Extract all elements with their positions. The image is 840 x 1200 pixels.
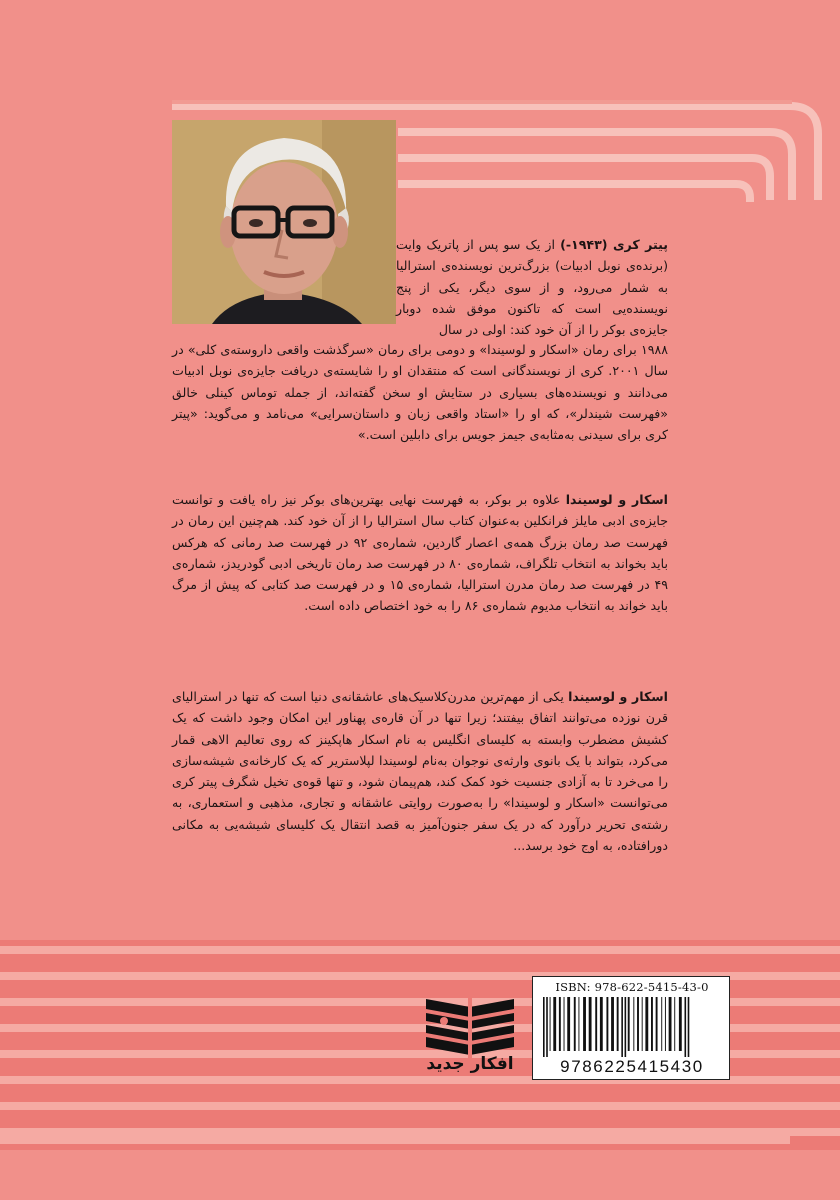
- bio-lead-text: [396, 234, 668, 340]
- barcode-bar: [688, 997, 690, 1057]
- barcode-bar: [651, 997, 653, 1051]
- awards-paragraph: [172, 489, 668, 617]
- barcode-bar: [553, 997, 556, 1051]
- barcode-bar: [679, 997, 682, 1051]
- author-photo: [172, 120, 396, 324]
- synopsis-text: یکی از مهم‌ترین مدرن‌کلاسیک‌های عاشقانه‌ی دنیا است که تنها در استرالیای قرن نوزده می‌توانند اتفاق بیفتند؛ زیرا تنها در آن قاره‌ی پهناور این امکان وجود داشت که یک کشیش مضطرب وابسته به کلیسای انگلیس به نام اسکار هاپکینز که روی تعالیم الاهی قمار می‌کرد، بتواند با یک بانوی وارثه‌ی نوجوان به‌نام لوسیندا لپلاستریر که یک کارخانه‌ی شیشه‌سازی را می‌خرد تا به آزادی جنسیت خود کمک کند، هم‌پیمان شود، و تنها قوه‌ی تخیل شگرف پیتر کری می‌توانست «اسکار و لوسیندا» را به‌صورت روایتی عاشقانه و تجاری، مذهبی و استعماری، به رشته‌ی تحریر درآورد که در یک سفر جنون‌آمیز به قصد انتقال یک کلیسای شیشه‌یی به مکانی دورافتاده، به اوج خود برسد...: [172, 689, 668, 854]
- synopsis-paragraph: [172, 686, 668, 856]
- barcode-bar: [611, 997, 614, 1051]
- barcode-bars: [543, 997, 721, 1057]
- publisher-name: افکار جدید: [426, 1054, 514, 1074]
- barcode-bar: [546, 997, 548, 1057]
- barcode-bar: [669, 997, 672, 1051]
- barcode-bar: [550, 997, 551, 1051]
- author-portrait-icon: [172, 120, 396, 324]
- bio-lead-sentence: از یک سو پس از پاتریک وایت (برنده‌ی نوبل ادبیات) بزرگ‌ترین نویسنده‌ی استرالیا به شمار می‌رود، و از سوی دیگر، یکی از پنج نویسنده‌یی است که تاکنون موفق شده دوبار جایزه‌ی بوکر را از آن خود کند: اولی در سال: [396, 237, 668, 338]
- barcode-bar: [661, 997, 662, 1051]
- barcode-bar: [645, 997, 648, 1051]
- barcode-bar: [578, 997, 579, 1051]
- isbn-label: ISBN: 978-622-5415-43-0: [555, 980, 709, 994]
- barcode-bar: [621, 997, 623, 1057]
- barcode-bar: [633, 997, 634, 1051]
- barcode-bar: [642, 997, 643, 1051]
- barcode-bar: [564, 997, 565, 1051]
- barcode-bar: [665, 997, 666, 1051]
- barcode-bar: [625, 997, 627, 1057]
- barcode-bar: [637, 997, 639, 1051]
- barcode-bar: [574, 997, 576, 1051]
- barcode-bar: [567, 997, 570, 1051]
- barcode-bar: [600, 997, 603, 1051]
- barcode-bar: [617, 997, 619, 1051]
- barcode-bar: [589, 997, 592, 1051]
- barcode-bar: [685, 997, 687, 1057]
- synopsis-book-title: اسکار و لوسیندا: [568, 689, 668, 704]
- bio-rest-text: ۱۹۸۸ برای رمان «اسکار و لوسیندا» و دومی برای رمان «سرگذشت واقعی داروسته‌ی کلی» در سال ۲۰۰۱. کری از نویسندگانی است که منتقدان او را شایسته‌ی دریافت جایزه‌ی نوبل ادبیات می‌دانند و نویسنده‌های بسیاری در ستایش او سخن گفته‌اند، از جمله توماس کینلی خالق «فهرست شیندلر»، که او را «استاد واقعی زبان و داستان‌سرایی» می‌نامد و می‌گوید: «پیتر کری برای سیدنی به‌مثابه‌ی جیمز جویس برای دابلین است.»: [172, 342, 668, 443]
- barcode-bar: [543, 997, 545, 1057]
- barcode-bar: [583, 997, 586, 1051]
- barcode-bar: [559, 997, 561, 1051]
- ean-digits: 9786225415430: [560, 1057, 704, 1076]
- barcode-bar: [595, 997, 597, 1051]
- barcode-bar: [674, 997, 675, 1051]
- author-name: پیتر کری (۱۹۴۳-): [560, 237, 668, 252]
- awards-text: علاوه بر بوکر، به فهرست نهایی بهترین‌های بوکر نیز راه یافت و توانست جایزه‌ی ادبی مایلز فرانکلین به‌عنوان کتاب سال استرالیا را از آن خود کند. هم‌چنین این رمان در فهرست صد رمان بزرگ همه‌ی اعصار گاردین، شماره‌ی ۹۲ در فهرست صد رمانی که هرکس باید بخواند به انتخاب تلگراف، شماره‌ی ۸۰ در فهرست صد رمان تاریخی ادبی گودریدز، شماره‌ی ۴۹ در فهرست صد رمان مدرن استرالیا، شماره‌ی ۱۵ و در فهرست صد کتابی که پیش از مرگ باید خواند به انتخاب مدیوم شماره‌ی ۸۶ را به خود اختصاص داده است.: [172, 492, 669, 614]
- barcode-bar: [628, 997, 630, 1051]
- barcode-bar: [606, 997, 608, 1051]
- awards-book-title: اسکار و لوسیندا: [565, 492, 669, 507]
- barcode-bar: [656, 997, 658, 1051]
- isbn-barcode: [532, 976, 730, 1080]
